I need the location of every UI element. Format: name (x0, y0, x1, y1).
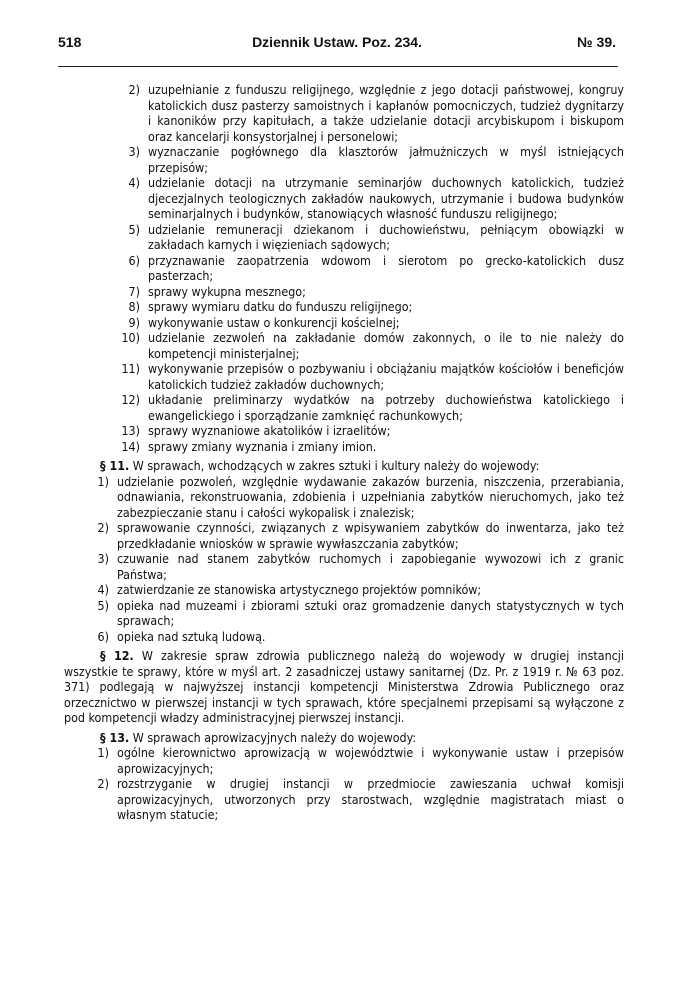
page-header (58, 34, 616, 58)
header-rule (58, 66, 618, 67)
item-text: sprawowanie czynności, związanych z wpisywaniem zabytków do inwentarza, jako też przedkładanie wniosków w sprawie wywłaszczania zabytków; (117, 520, 624, 551)
list-item (64, 745, 624, 776)
item-text: przyznawanie zaopatrzenia wdowom i sierotom po grecko-katolickich dusz pasterzach; (148, 252, 624, 283)
section-13-intro (64, 730, 624, 746)
item-text: udzielanie pozwoleń, względnie wydawanie zakazów burzenia, niszczenia, przerabiania, odnawiania, rekonstruowania, zdobienia i uzpełniania zabytków nieruchomych, jako też zabezpieczanie stanu i całości wykopalisk i znalezisk; (117, 473, 624, 520)
list-item (64, 299, 624, 315)
list-item (64, 222, 624, 253)
item-text: udzielanie dotacji na utrzymanie seminarjów duchownych katolickich, tudzież djecezjalnych teologicznych zakładów naukowych, utrzymanie i budowa budynków seminarjalnych i budynków, stanowiących własność funduszu religijnego; (148, 175, 624, 221)
item-number: 1) (97, 473, 109, 489)
item-number: 9) (128, 314, 140, 330)
item-number: 14) (121, 438, 140, 454)
list-item (64, 175, 624, 222)
section-12-text: W zakresie spraw zdrowia publicznego należą do wojewody w drugiej instancji wszystkie te sprawy, które w myśl art. 2 zasadniczej ustawy sanitarnej (Dz. Pr. z 1919 r. № 63 poz. 371) podlegają w najwyższej instancji kompetencji Ministerstwa Zdrowia Publicznego oraz orzecznictwo w pierwszej instancji w tych sprawach, które specjalnemi przepisami są wyłączone z pod kompetencji władzy administracyjnej pierwszej instancji. (64, 648, 625, 725)
item-text: zatwierdzanie ze stanowiska artystycznego projektów pomników; (117, 582, 482, 597)
item-number: 2) (97, 776, 109, 791)
item-text: wykonywanie ustaw o konkurencji kościelnej; (148, 314, 400, 330)
list-item (64, 520, 624, 551)
journal-title: Dziennik Ustaw. Poz. 234. (252, 34, 422, 50)
section-12 (64, 648, 624, 726)
item-number: 4) (97, 582, 109, 597)
list-item (64, 629, 624, 645)
list-item (64, 439, 624, 455)
list-item (64, 361, 624, 392)
item-text: ogólne kierownictwo aprowizacją w województwie i wykonywanie ustaw i przepisów aprowizacyjnych; (117, 745, 624, 776)
item-number: 2) (128, 82, 140, 97)
item-number: 10) (121, 330, 140, 345)
item-text: czuwanie nad stanem zabytków ruchomych i zapobieganie wywozowi ich z granic Państwa; (117, 551, 624, 582)
list-a (64, 82, 624, 454)
document-body (64, 82, 624, 823)
item-number: 3) (128, 144, 140, 159)
item-text: układanie preliminarzy wydatków na potrzeby duchowieństwa katolickiego i ewangelickiego i sporządzanie zamknięć rachunkowych; (148, 392, 624, 423)
list-item (64, 598, 624, 629)
list-item (64, 330, 624, 361)
section-13-text: W sprawach aprowizacyjnych należy do wojewody: (132, 729, 417, 745)
list-item (64, 392, 624, 423)
list-item (64, 82, 624, 144)
list-item (64, 144, 624, 175)
item-number: 11) (121, 361, 140, 376)
item-number: 8) (128, 299, 140, 314)
item-number: 7) (128, 283, 140, 299)
item-number: 1) (97, 745, 109, 760)
item-text: sprawy zmiany wyznania i zmiany imion. (148, 438, 377, 454)
item-text: opieka nad muzeami i zbiorami sztuki oraz gromadzenie danych statystycznych w tych sprawach; (117, 597, 624, 628)
item-number: 13) (121, 423, 140, 438)
list-item (64, 582, 624, 598)
section-11-list (64, 474, 624, 645)
item-number: 5) (97, 597, 109, 613)
section-11-label: § 11. (100, 458, 130, 473)
list-item (64, 284, 624, 300)
section-11-text: W sprawach, wchodzących w zakres sztuki i kultury należy do wojewody: (132, 458, 540, 473)
list-item (64, 423, 624, 439)
list-item (64, 474, 624, 521)
list-item (64, 253, 624, 284)
item-text: sprawy wyznaniowe akatolików i izraelitów; (148, 423, 391, 438)
item-number: 6) (128, 252, 140, 268)
item-number: 3) (97, 551, 109, 566)
item-number: 2) (97, 520, 109, 535)
item-number: 6) (97, 628, 109, 644)
item-number: 5) (128, 221, 140, 237)
list-item (64, 551, 624, 582)
item-number: 12) (121, 392, 140, 407)
section-11-intro (64, 458, 624, 474)
item-text: opieka nad sztuką ludową. (117, 628, 266, 644)
item-text: uzupełnianie z funduszu religijnego, względnie z jego dotacji państwowej, kongruy katolickich dusz pasterzy samoistnych i kapłanów pomocniczych, tudzież dygnitarzy i kanoników przy kapitułach, a także udzielanie dotacji arcybiskupom i biskupom oraz kancelarji konsystorjalnej i personelowi; (148, 82, 624, 144)
item-text: sprawy wykupna mesznego; (148, 283, 306, 299)
item-text: udzielanie zezwoleń na zakładanie domów zakonnych, o ile to nie należy do kompetencji ministerjalnej; (148, 330, 624, 361)
list-item (64, 776, 624, 823)
issue-number: № 39. (577, 34, 616, 50)
item-text: wykonywanie przepisów o pozbywaniu i obciążaniu majątków kościołów i beneficjów katolickich tudzież zakładów duchownych; (148, 361, 624, 392)
item-number: 4) (128, 175, 140, 190)
list-item (64, 315, 624, 331)
section-13-label: § 13. (100, 729, 130, 745)
item-text: wyznaczanie pogłównego dla klasztorów jałmużniczych w myśl istniejących przepisów; (148, 144, 624, 175)
page-number: 518 (58, 34, 82, 50)
item-text: udzielanie remuneracji dziekanom i duchowieństwu, pełniącym obowiązki w zakładach karnych i więzieniach sądowych; (148, 221, 624, 252)
section-13-list (64, 745, 624, 823)
section-12-label: § 12. (100, 648, 134, 663)
item-text: sprawy wymiaru datku do funduszu religijnego; (148, 299, 413, 314)
item-text: rozstrzyganie w drugiej instancji w przedmiocie zawieszania uchwał komisji aprowizacyjnych, utworzonych przy starostwach, względnie magistratach miast o własnym statucie; (117, 776, 624, 822)
